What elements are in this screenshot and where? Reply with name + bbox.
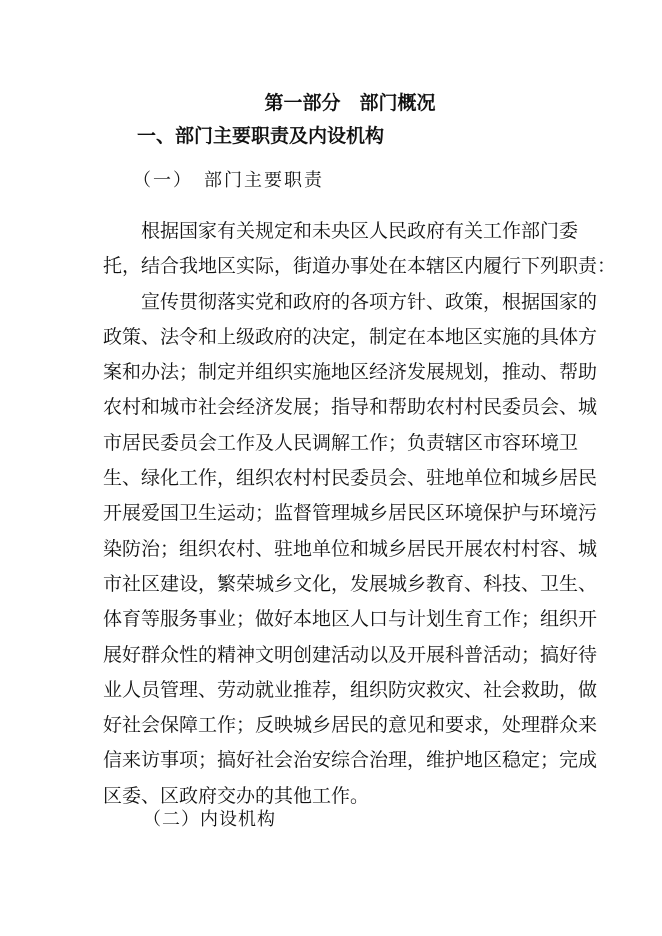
document-body [103,214,617,814]
paragraph-line: 农村和城市社会经济发展；指导和帮助农村村民委员会、城 [103,396,598,419]
subsection-heading-structure: （二）内设机构 [143,809,276,830]
paragraph-line: 好社会保障工作；反映城乡居民的意见和要求，处理群众来 [103,714,598,737]
subsection-heading-duties: （一） 部门主要职责 [133,170,324,191]
paragraph-line: 业人员管理、劳动就业推荐，组织防灾救灾、社会救助，做 [103,678,598,701]
paragraph-line: 染防治；组织农村、驻地单位和城乡居民开展农村村容、城 [103,537,598,560]
paragraph-line: 政策、法令和上级政府的决定，制定在本地区实施的具体方 [103,325,598,348]
paragraph-line: 市社区建设，繁荣城乡文化，发展城乡教育、科技、卫生、 [103,572,598,595]
paragraph-line: 区委、区政府交办的其他工作。 [103,784,370,807]
paragraph-line: 信来访事项；搞好社会治安综合治理，维护地区稳定；完成 [103,749,598,772]
paragraph-line: 开展爱国卫生运动；监督管理城乡居民区环境保护与环境污 [103,502,598,525]
paragraph-line: 宣传贯彻落实党和政府的各项方针、政策，根据国家的 [141,290,598,313]
paragraph-line: 体育等服务事业；做好本地区人口与计划生育工作；组织开 [103,608,598,631]
paragraph-line: 根据国家有关规定和未央区人民政府有关工作部门委 [141,220,579,242]
paragraph-line: 托，结合我地区实际，街道办事处在本辖区内履行下列职责： [103,255,617,278]
paragraph-line: 案和办法；制定并组织实施地区经济发展规划，推动、帮助 [103,361,598,384]
page-title: 第一部分 部门概况 [264,92,436,114]
paragraph-line: 生、绿化工作，组织农村村民委员会、驻地单位和城乡居民 [103,467,598,490]
section-heading: 一、部门主要职责及内设机构 [137,125,385,147]
paragraph-line: 展好群众性的精神文明创建活动以及开展科普活动；搞好待 [103,643,598,666]
paragraph-line: 市居民委员会工作及人民调解工作；负责辖区市容环境卫 [103,431,579,454]
